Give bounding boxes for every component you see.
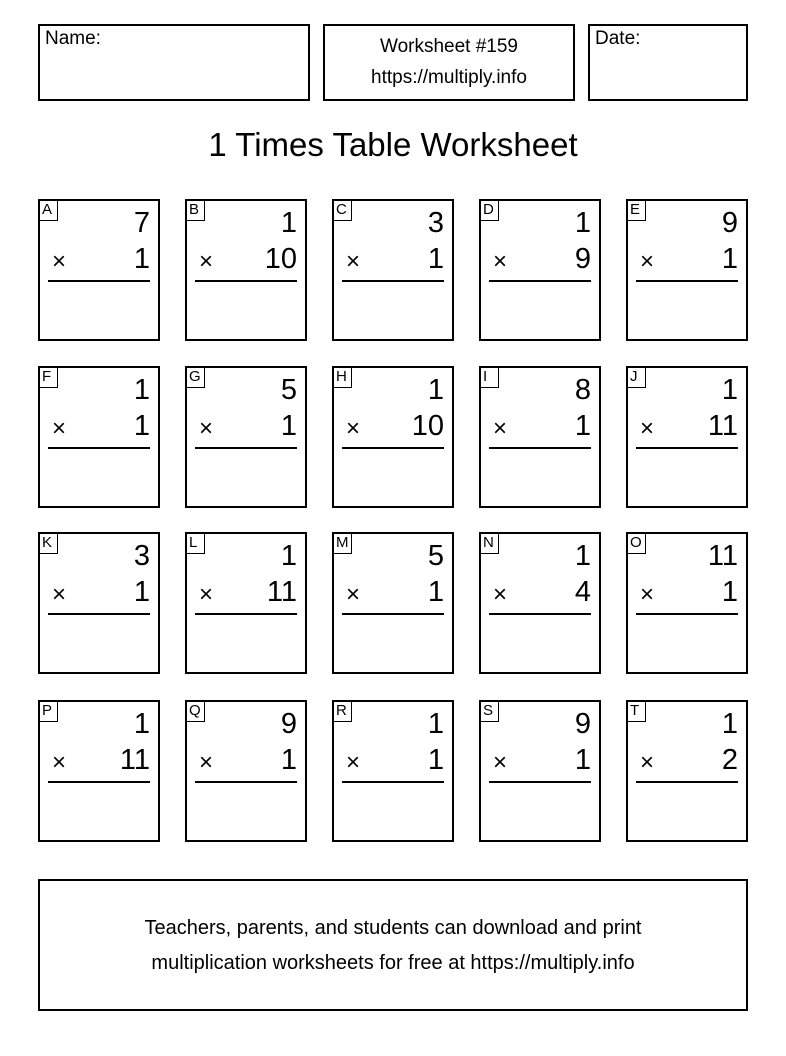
date-label: Date: <box>595 28 641 49</box>
problem-r <box>332 700 454 842</box>
times-sign: × <box>52 415 67 442</box>
answer-line <box>48 447 150 449</box>
multiplicand: 9 <box>280 708 297 740</box>
multiplicand: 1 <box>721 708 738 740</box>
times-sign: × <box>493 415 508 442</box>
answer-line <box>342 781 444 783</box>
multiplier: 1 <box>280 744 297 776</box>
worksheet-url: https://multiply.info <box>371 67 527 88</box>
multiplier: 1 <box>721 243 738 275</box>
problem-j <box>626 366 748 508</box>
multiplier: 1 <box>133 576 150 608</box>
problem-c <box>332 199 454 341</box>
problem-q <box>185 700 307 842</box>
multiplier: 1 <box>280 410 297 442</box>
problem-p <box>38 700 160 842</box>
problem-label: R <box>332 700 352 722</box>
times-sign: × <box>640 248 655 275</box>
times-sign: × <box>493 749 508 776</box>
worksheet-info-box <box>323 24 575 101</box>
answer-line <box>342 447 444 449</box>
problem-label: D <box>479 199 499 221</box>
times-sign: × <box>493 248 508 275</box>
worksheet-number: Worksheet #159 <box>379 36 518 57</box>
multiplicand: 1 <box>280 207 297 239</box>
multiplicand: 1 <box>574 207 591 239</box>
answer-line <box>489 781 591 783</box>
times-sign: × <box>52 581 67 608</box>
answer-line <box>489 447 591 449</box>
multiplicand: 7 <box>133 207 150 239</box>
times-sign: × <box>346 248 361 275</box>
answer-line <box>195 447 297 449</box>
multiplier: 1 <box>133 410 150 442</box>
problem-n <box>479 532 601 674</box>
answer-line <box>48 613 150 615</box>
answer-line <box>195 781 297 783</box>
multiplicand: 1 <box>133 374 150 406</box>
name-field-box <box>38 24 310 101</box>
footer-box <box>38 879 748 1011</box>
problem-label: T <box>626 700 646 722</box>
times-sign: × <box>199 749 214 776</box>
date-field-box <box>588 24 748 101</box>
multiplicand: 9 <box>721 207 738 239</box>
answer-line <box>636 447 738 449</box>
problem-label: S <box>479 700 499 722</box>
problem-label: F <box>38 366 58 388</box>
problem-m <box>332 532 454 674</box>
times-sign: × <box>346 415 361 442</box>
multiplicand: 1 <box>427 374 444 406</box>
problem-label: N <box>479 532 499 554</box>
answer-line <box>195 613 297 615</box>
multiplicand: 1 <box>721 374 738 406</box>
multiplier: 11 <box>266 576 297 608</box>
multiplicand: 1 <box>280 540 297 572</box>
problem-k <box>38 532 160 674</box>
problem-i <box>479 366 601 508</box>
multiplicand: 3 <box>427 207 444 239</box>
multiplier: 11 <box>707 410 738 442</box>
problem-g <box>185 366 307 508</box>
problem-e <box>626 199 748 341</box>
times-sign: × <box>640 415 655 442</box>
times-sign: × <box>640 749 655 776</box>
multiplier: 2 <box>721 744 738 776</box>
problem-label: B <box>185 199 205 221</box>
multiplier: 10 <box>411 410 444 442</box>
multiplier: 1 <box>427 243 444 275</box>
problem-label: L <box>185 532 205 554</box>
times-sign: × <box>52 749 67 776</box>
answer-line <box>195 280 297 282</box>
multiplier: 1 <box>133 243 150 275</box>
problem-label: C <box>332 199 352 221</box>
multiplicand: 1 <box>574 540 591 572</box>
problem-l <box>185 532 307 674</box>
answer-line <box>636 280 738 282</box>
problem-label: Q <box>185 700 205 722</box>
multiplicand: 8 <box>574 374 591 406</box>
answer-line <box>342 613 444 615</box>
answer-line <box>342 280 444 282</box>
problem-f <box>38 366 160 508</box>
times-sign: × <box>640 581 655 608</box>
multiplicand: 9 <box>574 708 591 740</box>
multiplier: 1 <box>574 410 591 442</box>
footer-line-1: Teachers, parents, and students can download and print <box>144 917 642 939</box>
multiplicand: 1 <box>133 708 150 740</box>
multiplier: 1 <box>721 576 738 608</box>
answer-line <box>489 280 591 282</box>
problem-t <box>626 700 748 842</box>
multiplicand: 3 <box>133 540 150 572</box>
multiplicand: 11 <box>707 540 738 572</box>
problem-a <box>38 199 160 341</box>
page-title: 1 Times Table Worksheet <box>208 126 578 163</box>
problem-b <box>185 199 307 341</box>
problem-label: J <box>626 366 646 388</box>
problem-label: I <box>479 366 499 388</box>
multiplier: 11 <box>119 744 150 776</box>
name-label: Name: <box>45 28 101 49</box>
times-sign: × <box>199 581 214 608</box>
times-sign: × <box>493 581 508 608</box>
problem-label: G <box>185 366 205 388</box>
multiplicand: 5 <box>427 540 444 572</box>
problem-label: O <box>626 532 646 554</box>
problem-o <box>626 532 748 674</box>
problem-h <box>332 366 454 508</box>
problem-label: H <box>332 366 352 388</box>
multiplier: 4 <box>574 576 591 608</box>
multiplier: 1 <box>427 744 444 776</box>
problem-d <box>479 199 601 341</box>
problem-label: A <box>38 199 58 221</box>
times-sign: × <box>199 415 214 442</box>
multiplicand: 5 <box>280 374 297 406</box>
problem-label: K <box>38 532 58 554</box>
times-sign: × <box>52 248 67 275</box>
answer-line <box>489 613 591 615</box>
multiplier: 1 <box>427 576 444 608</box>
times-sign: × <box>346 581 361 608</box>
times-sign: × <box>346 749 361 776</box>
problem-label: E <box>626 199 646 221</box>
footer-line-2: multiplication worksheets for free at https://multiply.info <box>151 952 635 974</box>
multiplier: 1 <box>574 744 591 776</box>
answer-line <box>636 781 738 783</box>
problem-s <box>479 700 601 842</box>
answer-line <box>48 280 150 282</box>
problem-label: P <box>38 700 58 722</box>
multiplier: 9 <box>574 243 591 275</box>
times-sign: × <box>199 248 214 275</box>
answer-line <box>48 781 150 783</box>
answer-line <box>636 613 738 615</box>
problem-label: M <box>332 532 352 554</box>
multiplier: 10 <box>264 243 297 275</box>
multiplicand: 1 <box>427 708 444 740</box>
